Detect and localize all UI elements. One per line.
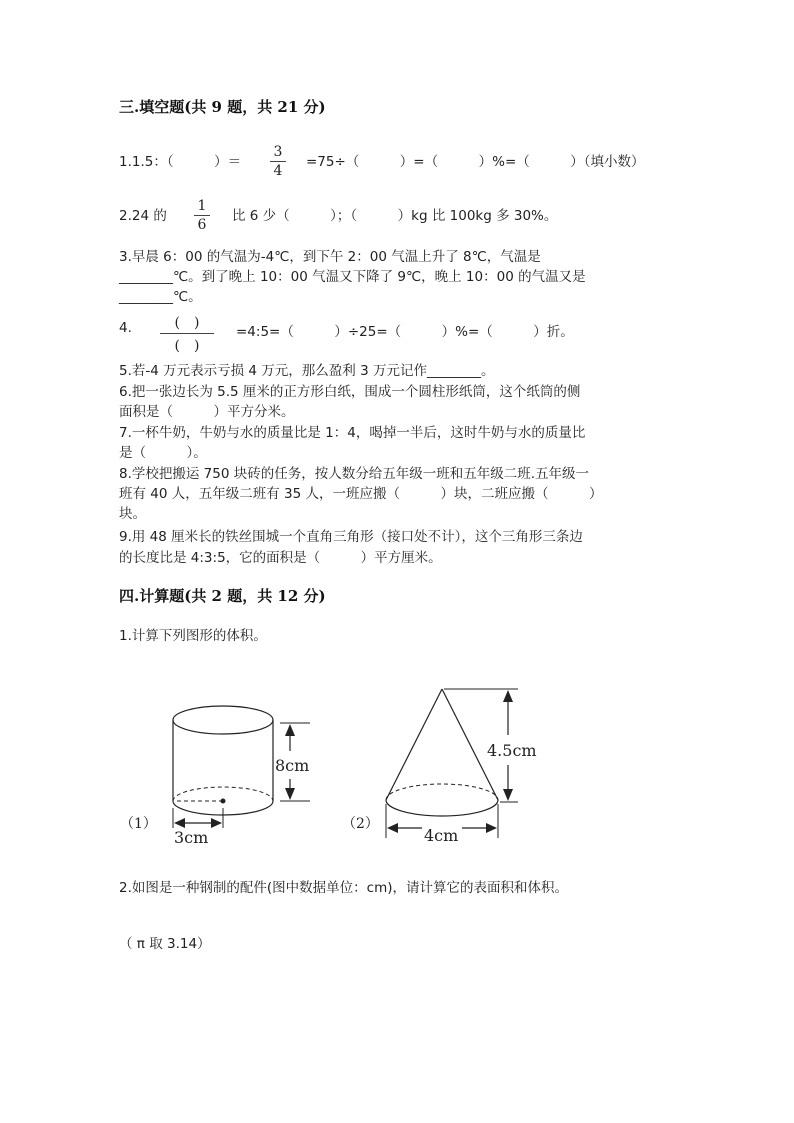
pi-note: （ π 取 3.14） <box>119 936 211 952</box>
question-4-part-a: 4. <box>119 320 132 336</box>
calc-question-1: 1.计算下列图形的体积。 <box>119 628 267 644</box>
fraction-bar <box>160 333 214 334</box>
fraction-numerator: 3 <box>273 144 283 160</box>
question-1-fraction <box>270 144 286 179</box>
question-2-part-a: 2.24 的 <box>119 208 167 224</box>
fraction-numerator: 1 <box>197 198 207 214</box>
fraction-numerator: ( ) <box>174 315 200 331</box>
question-1-part-a: 1.1.5：（ ）＝ <box>119 154 242 170</box>
question-2-fraction <box>194 198 210 233</box>
fraction-bar <box>270 161 286 162</box>
question-8-line-3: 块。 <box>119 506 146 522</box>
question-1-part-b: =75÷（ ）=（ ）%=（ ）（填小数） <box>306 154 645 170</box>
calc-question-2: 2.如图是一种钢制的配件(图中数据单位：cm)，请计算它的表面积和体积。 <box>119 880 568 896</box>
question-2-part-b: 比 6 少（ ）；（ ）kg 比 100kg 多 30%。 <box>232 208 558 224</box>
section-3-heading: 三.填空题(共 9 题，共 21 分) <box>119 98 326 116</box>
question-6-line-2: 面积是（ ）平方分米。 <box>119 404 295 420</box>
fraction-bar <box>194 215 210 216</box>
question-9-line-1: 9.用 48 厘米长的铁丝围城一个直角三角形（接口处不计），这个三角形三条边 <box>119 529 583 545</box>
question-4-part-b: =4:5=（ ）÷25=（ ）%=（ ）折。 <box>236 324 574 340</box>
figure-2-height: 4.5cm <box>487 741 537 760</box>
question-7-line-2: 是（ ）。 <box>119 445 207 461</box>
question-4-fraction <box>160 312 214 355</box>
section-4-heading: 四.计算题(共 2 题，共 12 分) <box>119 587 326 605</box>
question-9-line-2: 的长度比是 4:3:5，它的面积是（ ）平方厘米。 <box>119 550 442 566</box>
volume-figures <box>110 680 550 850</box>
question-8-line-1: 8.学校把搬运 750 块砖的任务，按人数分给五年级一班和五年级二班.五年级一 <box>119 466 590 482</box>
question-6-line-1: 6.把一张边长为 5.5 厘米的正方形白纸，围成一个圆柱形纸筒，这个纸筒的侧 <box>119 384 581 400</box>
figure-1-radius: 3cm <box>174 828 209 847</box>
question-5: 5.若-4 万元表示亏损 4 万元，那么盈利 3 万元记作________。 <box>119 363 495 379</box>
question-7-line-1: 7.一杯牛奶，牛奶与水的质量比是 1：4，喝掉一半后，这时牛奶与水的质量比 <box>119 425 586 441</box>
question-3-line-2: ________℃。到了晚上 10：00 气温又下降了 9℃，晚上 10：00 的气温又是 <box>119 269 586 285</box>
question-8-line-2: 班有 40 人，五年级二班有 35 人，一班应搬（ ）块，二班应搬（ ） <box>119 486 603 502</box>
figure-1-label: （1） <box>120 816 157 832</box>
question-3-line-1: 3.早晨 6：00 的气温为-4℃，到下午 2：00 气温上升了 8℃，气温是 <box>119 249 541 265</box>
question-3-line-3: ________℃。 <box>119 289 202 305</box>
fraction-denominator: 6 <box>197 217 207 233</box>
figure-2-diameter: 4cm <box>424 826 459 845</box>
figure-1-height: 8cm <box>275 756 310 775</box>
fraction-denominator: 4 <box>273 163 283 179</box>
cone-figure <box>386 689 518 838</box>
figure-2-label: （2） <box>342 816 379 832</box>
fraction-denominator: ( ) <box>174 338 200 354</box>
